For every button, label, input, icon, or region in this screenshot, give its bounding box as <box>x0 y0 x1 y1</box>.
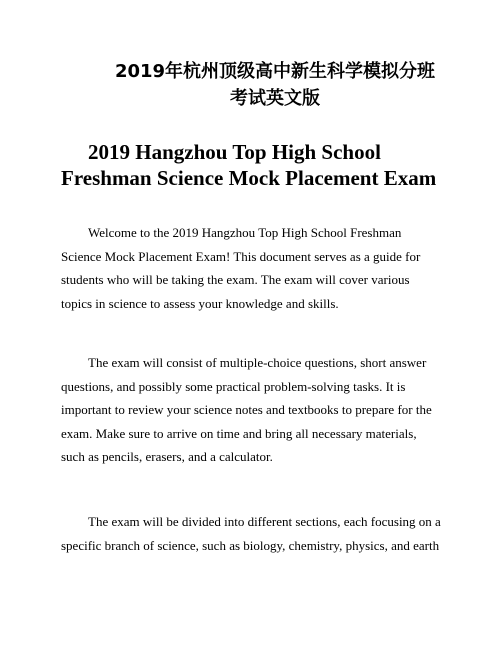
paragraph-line: topics in science to assess your knowledge and skills. <box>61 295 339 311</box>
paragraph-line: students who will be taking the exam. The exam will cover various <box>61 272 410 287</box>
paragraph-line: important to review your science notes and textbooks to prepare for the <box>61 402 432 417</box>
paragraph-line: The exam will consist of multiple-choice questions, short answer <box>88 355 427 370</box>
paragraph-line: Welcome to the 2019 Hangzhou Top High School Freshman <box>88 225 402 240</box>
paragraph-line: questions, and possibly some practical problem-solving tasks. It is <box>61 378 406 394</box>
paragraph-line: Science Mock Placement Exam! This document serves as a guide for <box>61 248 421 264</box>
paragraph-exam-sections <box>61 510 451 557</box>
english-title-line-2: Freshman Science Mock Placement Exam <box>61 166 437 190</box>
paragraph-welcome <box>61 221 451 315</box>
paragraph-line: specific branch of science, such as biology, chemistry, physics, and earth <box>61 537 440 553</box>
chinese-title-line-2: 考试英文版 <box>230 88 320 109</box>
paragraph-line: such as pencils, erasers, and a calculator. <box>61 449 273 464</box>
paragraph-line: exam. Make sure to arrive on time and bring all necessary materials, <box>61 425 417 441</box>
paragraph-exam-format <box>61 351 451 469</box>
chinese-title-line-1: 2019年杭州顶级高中新生科学模拟分班 <box>114 61 436 82</box>
english-title-line-1: 2019 Hangzhou Top High School <box>88 140 381 164</box>
paragraph-line: The exam will be divided into different sections, each focusing on a <box>88 514 441 529</box>
